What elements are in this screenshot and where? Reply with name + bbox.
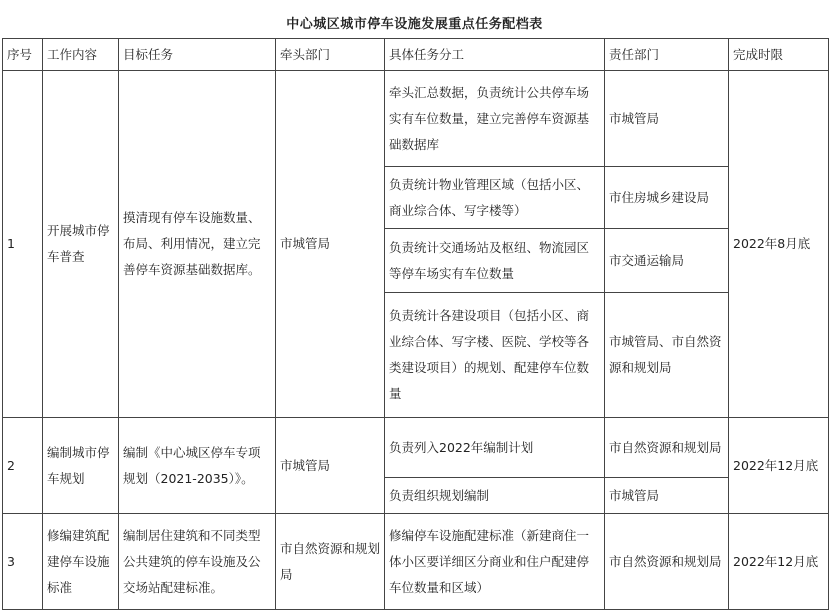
task-detail: 负责列入2022年编制计划: [385, 418, 605, 478]
table-header-row: [3, 39, 829, 71]
responsible-department: 市自然资源和规划局: [605, 514, 729, 610]
row-number: 3: [3, 514, 43, 610]
header-cell: 序号: [3, 39, 43, 71]
responsible-department: 市住房城乡建设局: [605, 167, 729, 229]
table-row: [3, 418, 829, 478]
header-cell: 工作内容: [43, 39, 119, 71]
responsible-department: 市城管局、市自然资源和规划局: [605, 293, 729, 418]
page-title: 中心城区城市停车设施发展重点任务配档表: [286, 17, 543, 32]
responsible-department: 市城管局: [605, 71, 729, 167]
responsible-department: 市城管局: [605, 478, 729, 514]
task-detail: 负责统计各建设项目（包括小区、商业综合体、写字楼、医院、学校等各类建设项目）的规划、配建停车位数量: [385, 293, 605, 418]
task-detail: 负责统计交通场站及枢纽、物流园区等停车场实有车位数量: [385, 229, 605, 293]
target-task: 摸清现有停车设施数量、布局、利用情况，建立完善停车资源基础数据库。: [119, 71, 276, 418]
header-cell: 完成时限: [729, 39, 829, 71]
table-row: [3, 71, 829, 167]
header-cell: 牵头部门: [276, 39, 385, 71]
task-detail: 负责组织规划编制: [385, 478, 605, 514]
row-number: 1: [3, 71, 43, 418]
header-cell: 责任部门: [605, 39, 729, 71]
deadline: 2022年8月底: [729, 71, 829, 418]
work-content: 开展城市停车普查: [43, 71, 119, 418]
work-content: 编制城市停车规划: [43, 418, 119, 514]
lead-department: 市自然资源和规划局: [276, 514, 385, 610]
header-cell: 具体任务分工: [385, 39, 605, 71]
lead-department: 市城管局: [276, 418, 385, 514]
row-number: 2: [3, 418, 43, 514]
task-table: [2, 38, 829, 610]
responsible-department: 市交通运输局: [605, 229, 729, 293]
work-content: 修编建筑配建停车设施标准: [43, 514, 119, 610]
task-detail: 牵头汇总数据，负责统计公共停车场实有车位数量，建立完善停车资源基础数据库: [385, 71, 605, 167]
task-detail: 负责统计物业管理区域（包括小区、商业综合体、写字楼等）: [385, 167, 605, 229]
target-task: 编制《中心城区停车专项规划（2021-2035）》。: [119, 418, 276, 514]
deadline: 2022年12月底: [729, 514, 829, 610]
task-detail: 修编停车设施配建标准（新建商住一体小区要详细区分商业和住户配建停车位数量和区域）: [385, 514, 605, 610]
lead-department: 市城管局: [276, 71, 385, 418]
responsible-department: 市自然资源和规划局: [605, 418, 729, 478]
deadline: 2022年12月底: [729, 418, 829, 514]
header-cell: 目标任务: [119, 39, 276, 71]
target-task: 编制居住建筑和不同类型公共建筑的停车设施及公交场站配建标准。: [119, 514, 276, 610]
table-row: [3, 514, 829, 610]
